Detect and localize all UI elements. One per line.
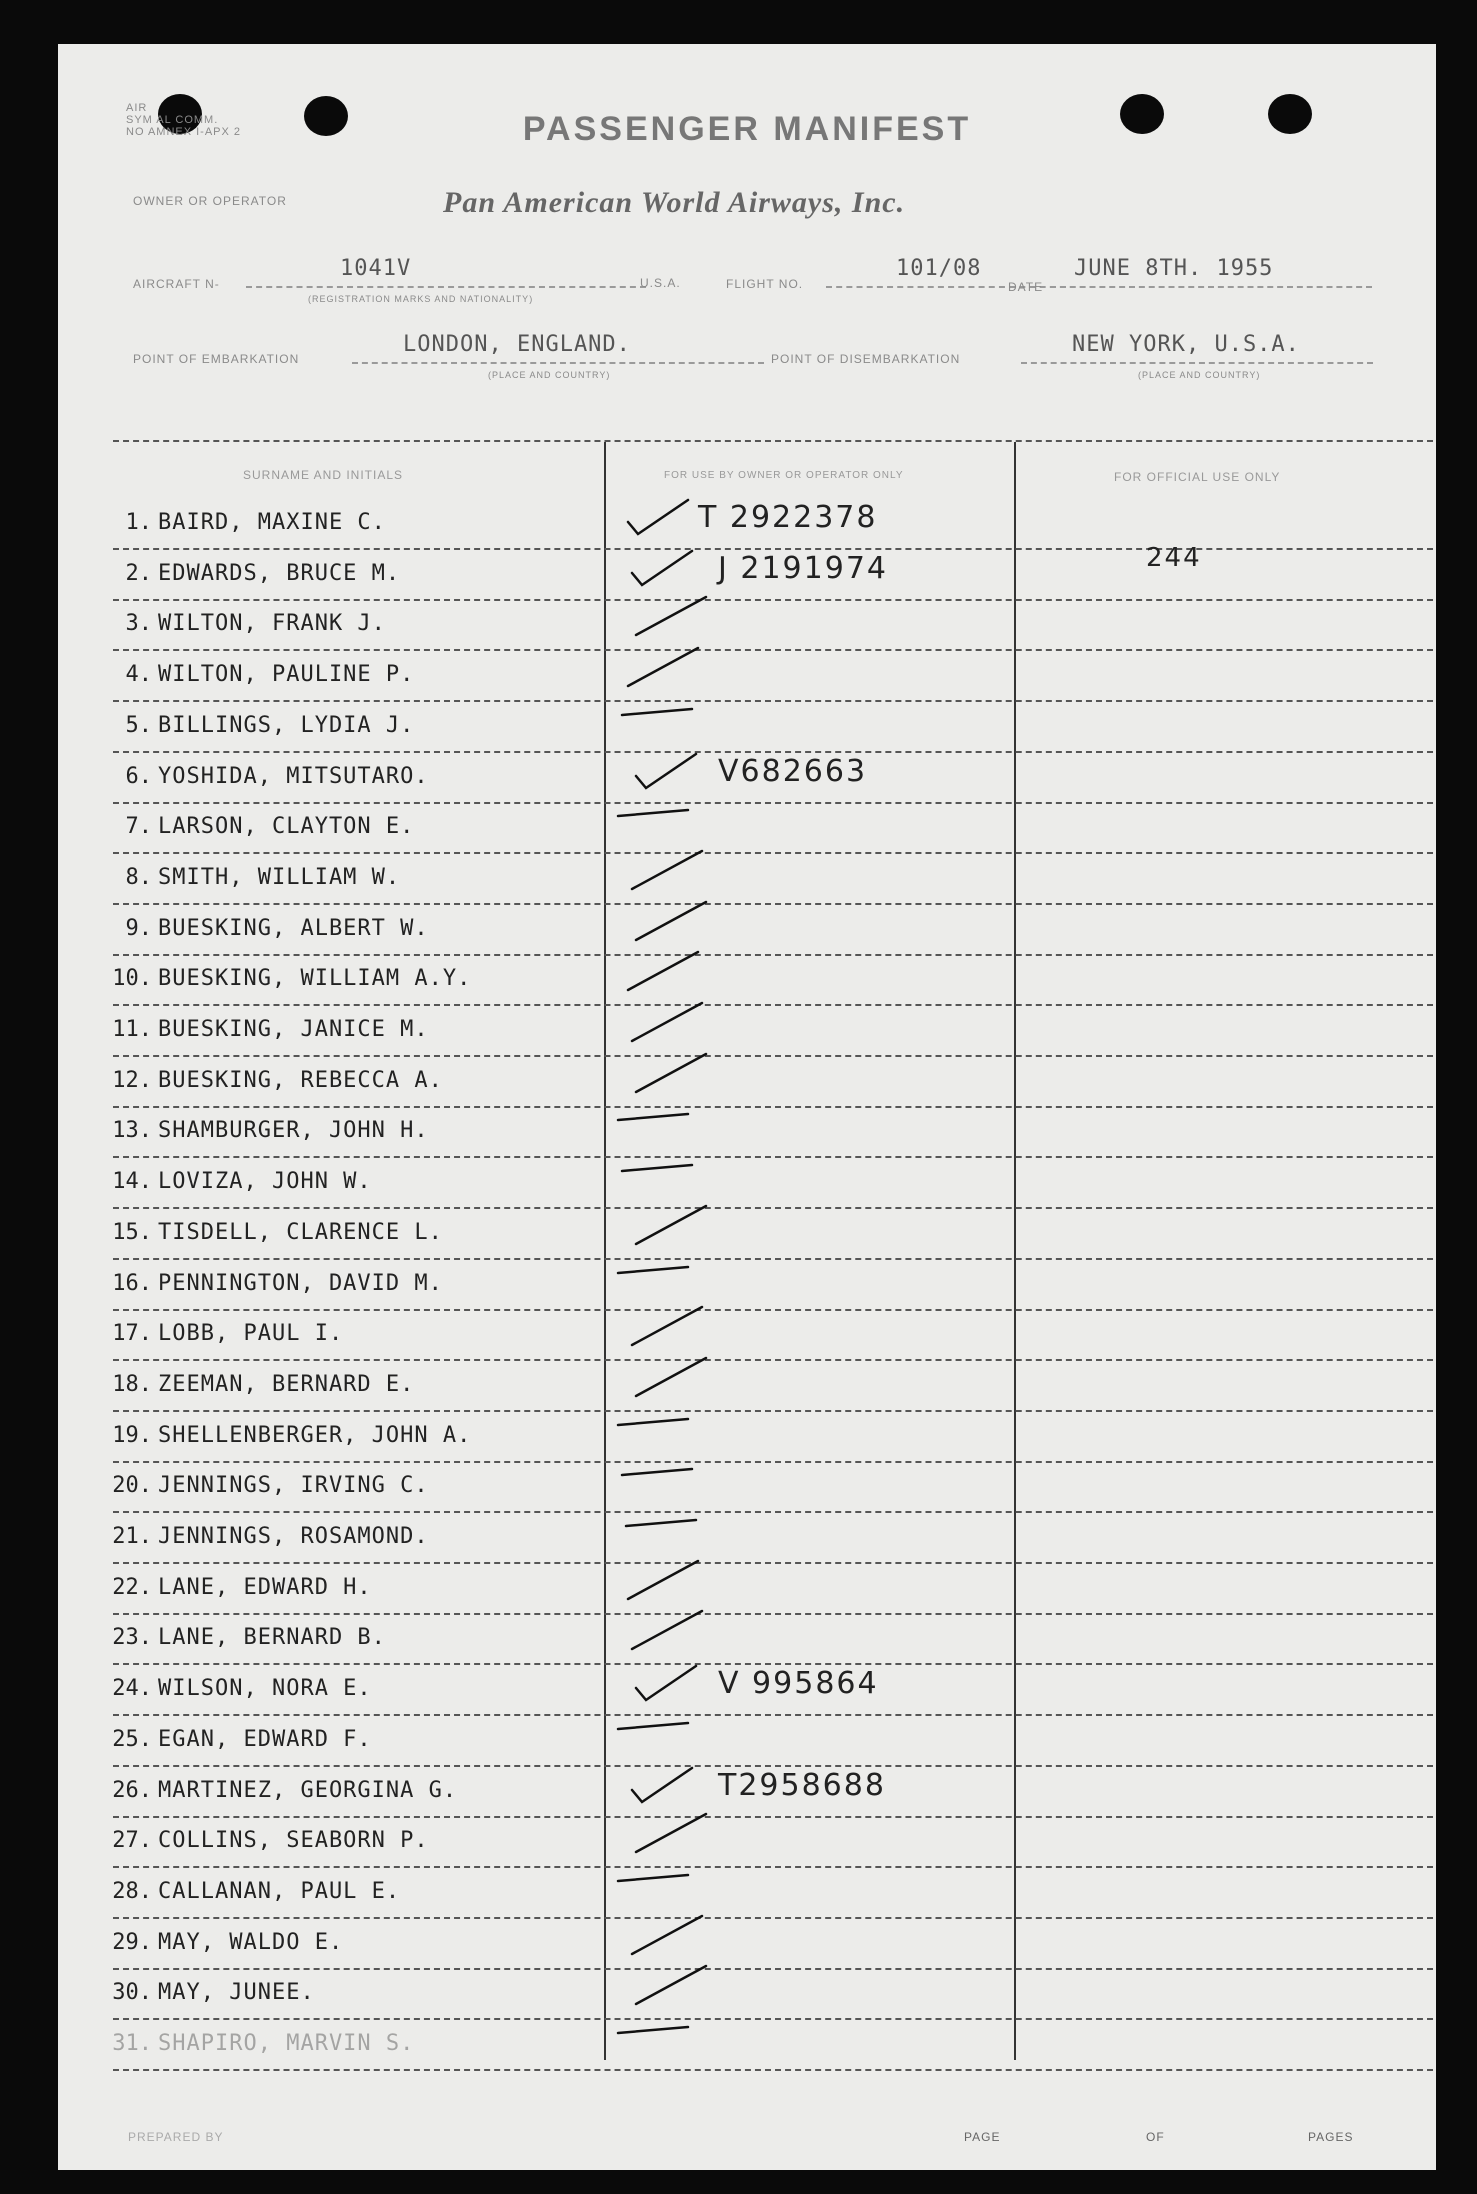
row-number: 3. [125, 611, 152, 637]
passenger-name: SHELLENBERGER, JOHN A. [158, 1422, 472, 1448]
date-value: JUNE 8TH. 1955 [1074, 256, 1274, 281]
tally-mark-icon [618, 1861, 708, 1911]
tally-mark-icon [618, 1557, 708, 1607]
table-row [88, 650, 1408, 700]
row-number: 28. [112, 1878, 152, 1904]
tally-mark-icon [622, 543, 712, 593]
row-number: 12. [112, 1067, 152, 1093]
tally-mark-icon [622, 1455, 712, 1505]
tally-mark-icon [626, 1202, 716, 1252]
tally-mark-icon [626, 1810, 716, 1860]
table-row [88, 802, 1408, 852]
table-row [88, 1563, 1408, 1613]
passenger-name: SHAPIRO, MARVIN S. [158, 2031, 415, 2056]
tally-mark-icon [618, 1405, 708, 1455]
passenger-name: LANE, EDWARD H. [158, 1574, 372, 1600]
passenger-name: MAY, WALDO E. [158, 1929, 344, 1955]
passenger-name: EDWARDS, BRUCE M. [158, 560, 401, 586]
table-row [88, 1715, 1408, 1765]
row-number: 11. [112, 1017, 152, 1042]
row-number: 14. [112, 1169, 152, 1195]
operator-note: V 995864 [718, 1666, 879, 1702]
passenger-name: BILLINGS, LYDIA J. [158, 712, 415, 738]
row-number: 6. [125, 763, 152, 789]
tally-mark-icon [622, 1912, 712, 1962]
passenger-name: LOVIZA, JOHN W. [158, 1169, 372, 1195]
row-number: 23. [112, 1625, 152, 1651]
table-row [88, 498, 1408, 548]
operator-column-header: FOR USE BY OWNER OR OPERATOR ONLY [664, 470, 904, 481]
tally-mark-icon [626, 1354, 716, 1404]
operator-note: V682663 [718, 753, 868, 789]
owner-label: OWNER OR OPERATOR [133, 194, 287, 208]
tally-mark-icon [618, 1100, 708, 1150]
table-row [88, 1512, 1408, 1562]
row-number: 31. [112, 2031, 152, 2056]
row-number: 21. [112, 1524, 152, 1549]
passenger-name: MAY, JUNEE. [158, 1980, 315, 2006]
table-row [88, 1309, 1408, 1359]
table-row [88, 1867, 1408, 1917]
tally-mark-icon [622, 695, 712, 745]
embarkation-value: LONDON, ENGLAND. [403, 332, 631, 357]
passenger-name: CALLANAN, PAUL E. [158, 1878, 401, 1904]
row-number: 26. [112, 1777, 152, 1803]
passenger-name: JENNINGS, IRVING C. [158, 1473, 429, 1499]
tally-mark-icon [618, 948, 708, 998]
official-column-header: FOR OFFICIAL USE ONLY [1114, 470, 1281, 484]
table-row [88, 1106, 1408, 1156]
row-number: 19. [112, 1422, 152, 1448]
aircraft-label: AIRCRAFT N- [133, 277, 220, 291]
passenger-name: BAIRD, MAXINE C. [158, 510, 386, 535]
row-number: 9. [125, 915, 152, 941]
table-row [88, 1613, 1408, 1663]
tally-mark-icon [626, 898, 716, 948]
operator-note: T2958688 [718, 1767, 886, 1803]
tally-mark-icon [622, 1760, 712, 1810]
embarkation-sublabel: (PLACE AND COUNTRY) [488, 370, 611, 380]
date-underline [1050, 286, 1372, 288]
passenger-name: BUESKING, WILLIAM A.Y. [158, 966, 472, 992]
aircraft-sublabel: (REGISTRATION MARKS AND NATIONALITY) [308, 294, 534, 304]
passenger-name: BUESKING, JANICE M. [158, 1017, 429, 1042]
tally-mark-icon [618, 796, 708, 846]
passenger-name: TISDELL, CLARENCE L. [158, 1219, 443, 1245]
row-number: 17. [112, 1321, 152, 1347]
passenger-name: BUESKING, REBECCA A. [158, 1067, 443, 1093]
flight-label: FLIGHT NO. [726, 277, 804, 291]
row-number: 22. [112, 1574, 152, 1600]
tally-mark-icon [626, 1050, 716, 1100]
table-row [88, 853, 1408, 903]
row-number: 29. [112, 1929, 152, 1955]
row-number: 25. [112, 1726, 152, 1752]
embarkation-label: POINT OF EMBARKATION [133, 352, 300, 366]
table-row [88, 1918, 1408, 1968]
table-row [88, 599, 1408, 649]
tally-mark-icon [626, 746, 716, 796]
passenger-name: YOSHIDA, MITSUTARO. [158, 763, 429, 789]
table-row [88, 1056, 1408, 1106]
passenger-name: LANE, BERNARD B. [158, 1625, 386, 1651]
tally-mark-icon [618, 492, 708, 542]
aircraft-value: 1041V [340, 256, 412, 281]
tally-mark-icon [626, 1658, 716, 1708]
passenger-name: PENNINGTON, DAVID M. [158, 1270, 443, 1296]
row-number: 8. [125, 864, 152, 890]
row-number: 20. [112, 1473, 152, 1499]
passenger-name: WILSON, NORA E. [158, 1676, 372, 1702]
tally-mark-icon [622, 847, 712, 897]
tally-mark-icon [618, 1709, 708, 1759]
row-number: 27. [112, 1828, 152, 1854]
table-row [88, 1208, 1408, 1258]
table-row [88, 1157, 1408, 1207]
passenger-name: MARTINEZ, GEORGINA G. [158, 1777, 458, 1803]
flight-value: 101/08 [896, 256, 982, 281]
table-row [88, 542, 1408, 599]
operator-note: J 2191974 [718, 550, 888, 586]
table-row [88, 1411, 1408, 1461]
passenger-name: LARSON, CLAYTON E. [158, 814, 415, 840]
pages-label: PAGES [1308, 2130, 1354, 2144]
row-number: 7. [125, 814, 152, 840]
row-number: 13. [112, 1118, 152, 1144]
passenger-name: SHAMBURGER, JOHN H. [158, 1118, 429, 1144]
passenger-name: WILTON, FRANK J. [158, 611, 386, 637]
tally-mark-icon [622, 1607, 712, 1657]
manifest-sheet [58, 44, 1436, 2170]
tally-mark-icon [618, 2013, 708, 2063]
tally-mark-icon [626, 1962, 716, 2012]
aircraft-underline [246, 286, 646, 288]
row-number: 16. [112, 1270, 152, 1296]
row-number: 2. [125, 560, 152, 586]
table-row [88, 1664, 1408, 1714]
page-title: PASSENGER MANIFEST [522, 110, 972, 148]
disembarkation-underline [1021, 362, 1373, 364]
of-label: OF [1146, 2130, 1165, 2144]
table-row [88, 1816, 1408, 1866]
table-row [88, 1968, 1408, 2018]
table-row [88, 1005, 1408, 1055]
tally-mark-icon [626, 593, 716, 643]
row-number: 18. [112, 1371, 152, 1397]
official-note: 244 [1146, 542, 1202, 573]
table-top-rule [113, 440, 1433, 442]
table-row [88, 1461, 1408, 1511]
row-number: 4. [125, 662, 152, 688]
tally-mark-icon [622, 1303, 712, 1353]
tally-mark-icon [622, 1151, 712, 1201]
passenger-name: JENNINGS, ROSAMOND. [158, 1524, 429, 1549]
table-row [88, 752, 1408, 802]
usa-label: U.S.A. [640, 276, 681, 290]
row-rule [113, 2069, 1433, 2071]
operator-note: T 2922378 [698, 500, 878, 535]
passenger-name: COLLINS, SEABORN P. [158, 1828, 429, 1854]
tally-mark-icon [626, 1506, 716, 1556]
tally-mark-icon [622, 999, 712, 1049]
table-row [88, 904, 1408, 954]
row-number: 15. [112, 1219, 152, 1245]
table-row [88, 954, 1408, 1004]
tally-mark-icon [618, 644, 708, 694]
airline-name: Pan American World Airways, Inc. [443, 186, 906, 219]
passenger-name: ZEEMAN, BERNARD E. [158, 1371, 415, 1397]
tally-mark-icon [618, 1253, 708, 1303]
table-row [88, 2019, 1408, 2069]
table-row [88, 1766, 1408, 1816]
disembarkation-label: POINT OF DISEMBARKATION [771, 352, 961, 366]
date-label: DATE [1008, 280, 1044, 294]
table-row [88, 1259, 1408, 1309]
passenger-name: LOBB, PAUL I. [158, 1321, 344, 1347]
disembarkation-value: NEW YORK, U.S.A. [1072, 332, 1300, 357]
passenger-name: WILTON, PAULINE P. [158, 662, 415, 688]
row-number: 10. [112, 966, 152, 992]
passenger-name: BUESKING, ALBERT W. [158, 915, 429, 941]
form-code: AIR SYM AL COMM. NO AMNEX I-APX 2 [126, 102, 242, 138]
row-number: 1. [125, 510, 152, 535]
passenger-name: EGAN, EDWARD F. [158, 1726, 372, 1752]
table-row [88, 1360, 1408, 1410]
embarkation-underline [352, 362, 764, 364]
row-number: 5. [125, 712, 152, 738]
disembarkation-sublabel: (PLACE AND COUNTRY) [1138, 370, 1261, 380]
table-row [88, 701, 1408, 751]
passenger-name: SMITH, WILLIAM W. [158, 864, 401, 890]
surname-column-header: SURNAME AND INITIALS [243, 468, 404, 482]
page-label: PAGE [964, 2130, 1001, 2144]
row-number: 24. [112, 1676, 152, 1702]
row-number: 30. [112, 1980, 152, 2006]
prepared-by-label: PREPARED BY [128, 2130, 224, 2144]
